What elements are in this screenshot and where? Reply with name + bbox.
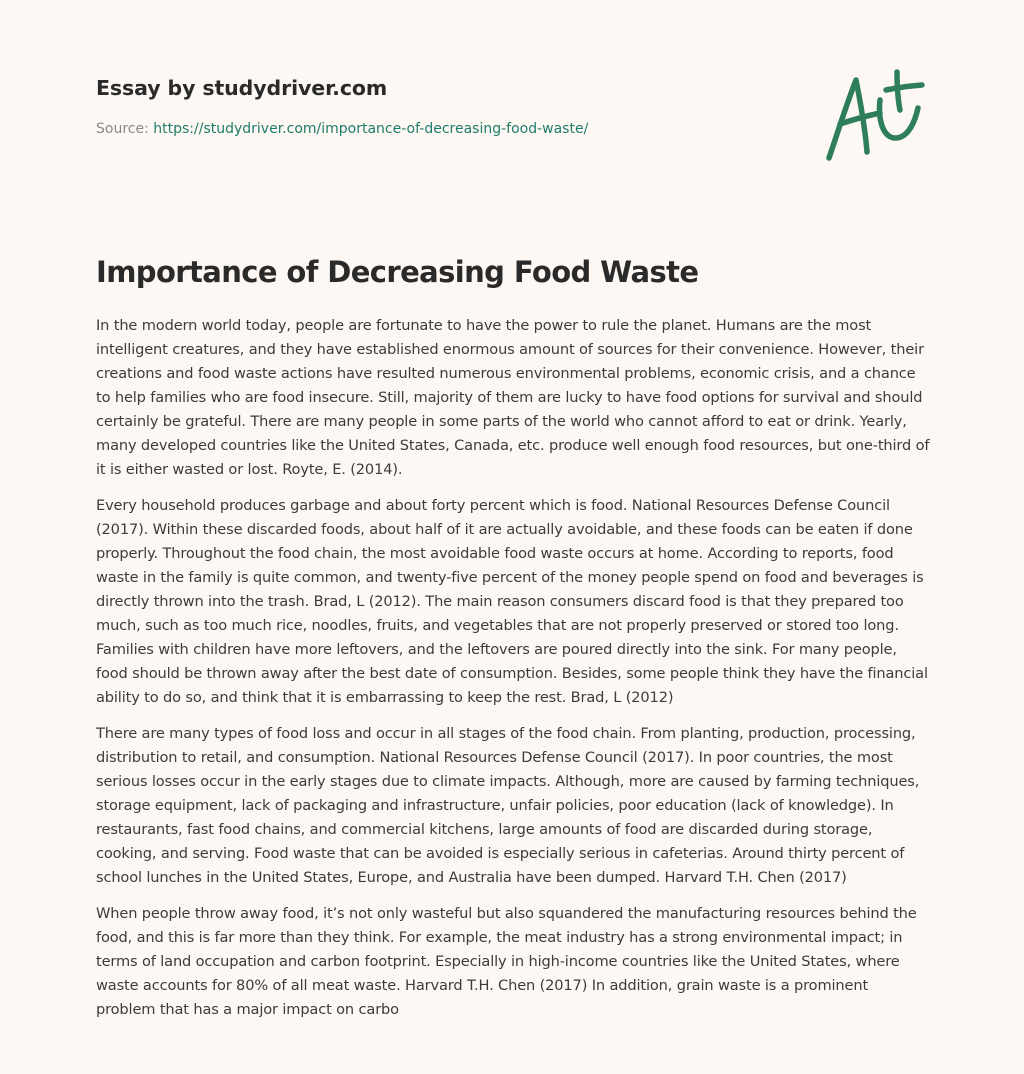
- essay-title: Importance of Decreasing Food Waste: [96, 255, 699, 289]
- site-title: Essay by studydriver.com: [96, 76, 388, 100]
- essay-body: [96, 314, 930, 1034]
- essay-paragraph-3: There are many types of food loss and occur in all stages of the food chain. From planting, production, processing, distribution to retail, and consumption. National Resources Defense Council (2017). In poor countries, the most serious losses occur in the early stages due to climate impacts. Although, more are caused by farming techniques, storage equipment, lack of packaging and infrastructure, unfair policies, poor education (lack of knowledge). In restaurants, fast food chains, and commercial kitchens, large amounts of food are discarded during storage, cooking, and serving. Food waste that can be avoided is especially serious in cafeterias. Around thirty percent of school lunches in the United States, Europe, and Australia have been dumped. Harvard T.H. Chen (2017): [96, 725, 920, 886]
- source-line: [96, 121, 796, 137]
- essay-paragraph-2: Every household produces garbage and about forty percent which is food. National Resources Defense Council (2017). Within these discarded foods, about half of it are actually avoidable, and these foods can be eaten if done properly. Throughout the food chain, the most avoidable food waste occurs at home. According to reports, food waste in the family is quite common, and twenty-five percent of the money people spend on food and beverages is directly thrown into the trash. Brad, L (2012). The main reason consumers discard food is that they prepared too much, such as too much rice, noodles, fruits, and vegetables that are not properly preserved or stored too long. Families with children have more leftovers, and the leftovers are poured directly into the sink. For many people, food should be thrown away after the best date of consumption. Besides, some people think they have the financial ability to do so, and think that it is embarrassing to keep the rest. Brad, L (2012): [96, 497, 928, 706]
- source-link[interactable]: https://studydriver.com/importance-of-decreasing-food-waste/: [153, 121, 589, 137]
- essay-header: [96, 76, 796, 137]
- essay-paragraph-1: In the modern world today, people are fortunate to have the power to rule the planet. Humans are the most intelligent creatures, and they have established enormous amount of sources for their convenience. However, their creations and food waste actions have resulted numerous environmental problems, economic crisis, and a chance to help families who are food insecure. Still, majority of them are lucky to have food options for survival and should certainly be grateful. There are many people in some parts of the world who cannot afford to eat or drink. Yearly, many developed countries like the United States, Canada, etc. produce well enough food resources, but one-third of it is either wasted or lost. Royte, E. (2014).: [96, 317, 930, 478]
- essay-paragraph-4: When people throw away food, it’s not only wasteful but also squandered the manufacturing resources behind the food, and this is far more than they think. For example, the meat industry has a strong environmental impact; in terms of land occupation and carbon footprint. Especially in high-income countries like the United States, where waste accounts for 80% of all meat waste. Harvard T.H. Chen (2017) In addition, grain waste is a prominent problem that has a major impact on carbo: [96, 905, 917, 1018]
- a-plus-logo-icon: [822, 66, 926, 166]
- source-label: Source:: [96, 121, 149, 137]
